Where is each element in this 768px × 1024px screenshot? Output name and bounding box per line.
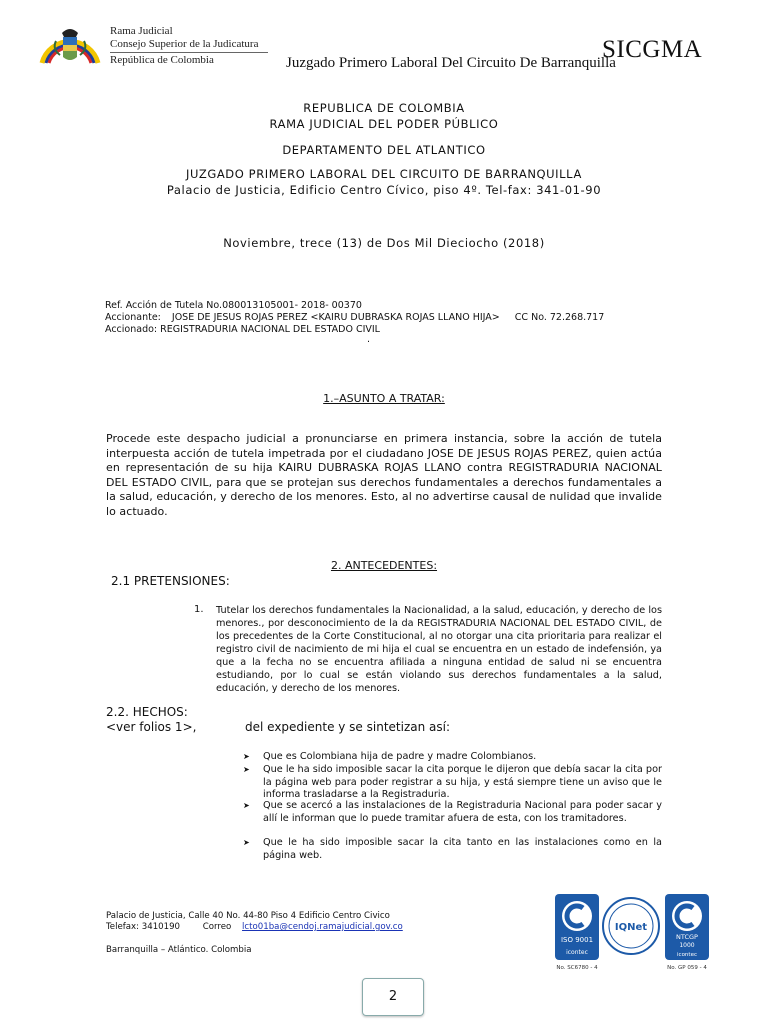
section-2-title: 2. ANTECEDENTES: <box>330 559 438 572</box>
pretension-text: Tutelar los derechos fundamentales la Nacionalidad, a la salud, educación, y derecho de los menores., por desconocimiento de la da REGISTRADURIA NACIONAL DEL ESTADO CIVIL, de los precedentes de la Corte Constitucional, al no otorgar una cita prioritaria para realizar el registro civil de nacimiento de mi hija el cual se encuentra en un estado de indefensión, ya que a la fecha no se encuentra afiliada a ninguna entidad de salud ni se encuentra estudiando, por lo cual se están violando sus derechos fundamentales a la salud, educación, y derecho de los menores. <box>216 605 662 694</box>
reference-line: Ref. Acción de Tutela No.080013105001- 2018- 00370 <box>105 300 362 311</box>
hechos-title: 2.2. HECHOS: <box>106 705 188 719</box>
section-1-title: 1.–ASUNTO A TRATAR: <box>323 392 445 405</box>
court-header-title: Juzgado Primero Laboral Del Circuito De Barranquilla <box>286 55 616 71</box>
footer-city: Barranquilla – Atlántico. Colombia <box>106 945 252 955</box>
svg-text:icontec: icontec <box>566 949 588 956</box>
bullet-arrow-icon: ➤ <box>243 765 250 774</box>
letterhead-line-3: República de Colombia <box>110 54 214 66</box>
letterhead-divider <box>110 52 268 53</box>
certification-badges <box>553 892 715 972</box>
svg-text:NTCGP: NTCGP <box>676 933 698 941</box>
heading-branch: RAMA JUDICIAL DEL PODER PÚBLICO <box>269 117 499 131</box>
svg-text:IQNet: IQNet <box>614 922 648 933</box>
hechos-item <box>243 800 662 825</box>
hechos-item <box>243 751 662 764</box>
bullet-arrow-icon: ➤ <box>243 801 250 810</box>
reference-dot: . <box>367 334 371 345</box>
hechos-item-text: Que es Colombiana hija de padre y madre Colombianos. <box>263 751 537 762</box>
accionado-line: Accionado: REGISTRADURIA NACIONAL DEL ESTADO CIVIL <box>105 324 380 335</box>
hechos-intro: del expediente y se sintetizan así: <box>245 720 451 734</box>
footer-address: Palacio de Justicia, Calle 40 No. 44-80 Piso 4 Edificio Centro Civico <box>106 911 390 921</box>
accionante-cc: CC No. 72.268.717 <box>514 312 605 323</box>
pretensiones-title: 2.1 PRETENSIONES: <box>111 574 230 588</box>
heading-department: DEPARTAMENTO DEL ATLANTICO <box>282 143 486 157</box>
bullet-arrow-icon: ➤ <box>243 752 250 761</box>
letterhead-line-2: Consejo Superior de la Judicatura <box>110 37 259 50</box>
hechos-item-text: Que le ha sido imposible sacar la cita tanto en las instalaciones como en la página web. <box>263 837 662 861</box>
heading-republic: REPUBLICA DE COLOMBIA <box>303 101 465 115</box>
heading-court: JUZGADO PRIMERO LABORAL DEL CIRCUITO DE BARRANQUILLA <box>186 167 582 181</box>
svg-text:ISO 9001: ISO 9001 <box>560 936 594 944</box>
letterhead-institution <box>110 25 268 67</box>
hechos-ref: <ver folios 1>, <box>106 720 197 734</box>
svg-text:No. SC6780 - 4: No. SC6780 - 4 <box>556 965 598 971</box>
page-number: 2 <box>362 978 424 1016</box>
svg-text:1000: 1000 <box>679 942 695 949</box>
pretension-number: 1. <box>194 604 204 615</box>
heading-address: Palacio de Justicia, Edificio Centro Cívico, piso 4º. Tel-fax: 341-01-90 <box>166 183 602 197</box>
iso-9001-badge <box>555 894 599 971</box>
footer-phone: Telefax: 3410190 <box>106 922 181 932</box>
hechos-item-text: Que le ha sido imposible sacar la cita porque le dijeron que debía sacar la cita por la página web para poder registrar a su hija, y está siempre tiene un aviso que le informa trasladarse a la Registraduria. <box>263 764 662 800</box>
coat-of-arms-logo <box>36 19 104 69</box>
iqnet-badge <box>603 898 659 954</box>
footer-contact <box>106 921 403 934</box>
accionante-label: Accionante: <box>105 312 161 323</box>
footer-mail-label: Correo <box>202 922 232 932</box>
svg-text:No. GP 059 - 4: No. GP 059 - 4 <box>667 965 707 971</box>
section-1-body: Procede este despacho judicial a pronunciarse en primera instancia, sobre la acción de tutela interpuesta acción de tutela impetrada por el ciudadano JOSE DE JESUS ROJAS PEREZ, quien actúa en representación de su hija KAIRU DUBRASKA ROJAS LLANO contra REGISTRADURIA NACIONAL DEL ESTADO CIVIL, para que se protejan sus derechos fundamentales a derechos fundamentales a la salud, educación, y derecho de los menores. Esto, al no advertirse causal de nulidad que invalide lo actuado. <box>106 432 662 518</box>
brand-sicgma: SICGMA <box>602 36 703 63</box>
bullet-arrow-icon: ➤ <box>243 838 250 847</box>
hechos-item <box>243 837 662 862</box>
svg-text:icontec: icontec <box>677 952 697 958</box>
hechos-item <box>243 764 662 802</box>
letterhead-line-1: Rama Judicial <box>110 25 173 37</box>
document-date: Noviembre, trece (13) de Dos Mil Dieciocho (2018) <box>223 236 545 250</box>
ntcgp-1000-badge <box>665 894 709 971</box>
footer-email-link[interactable]: lcto01ba@cendoj.ramajudicial.gov.co <box>242 922 403 932</box>
accionante-name: JOSE DE JESUS ROJAS PEREZ <KAIRU DUBRASKA ROJAS LLANO HIJA> <box>171 312 500 323</box>
hechos-item-text: Que se acercó a las instalaciones de la Registraduria Nacional para poder sacar y allí le informan que lo puede tramitar afuera de esta, con los tramitadores. <box>263 800 662 824</box>
